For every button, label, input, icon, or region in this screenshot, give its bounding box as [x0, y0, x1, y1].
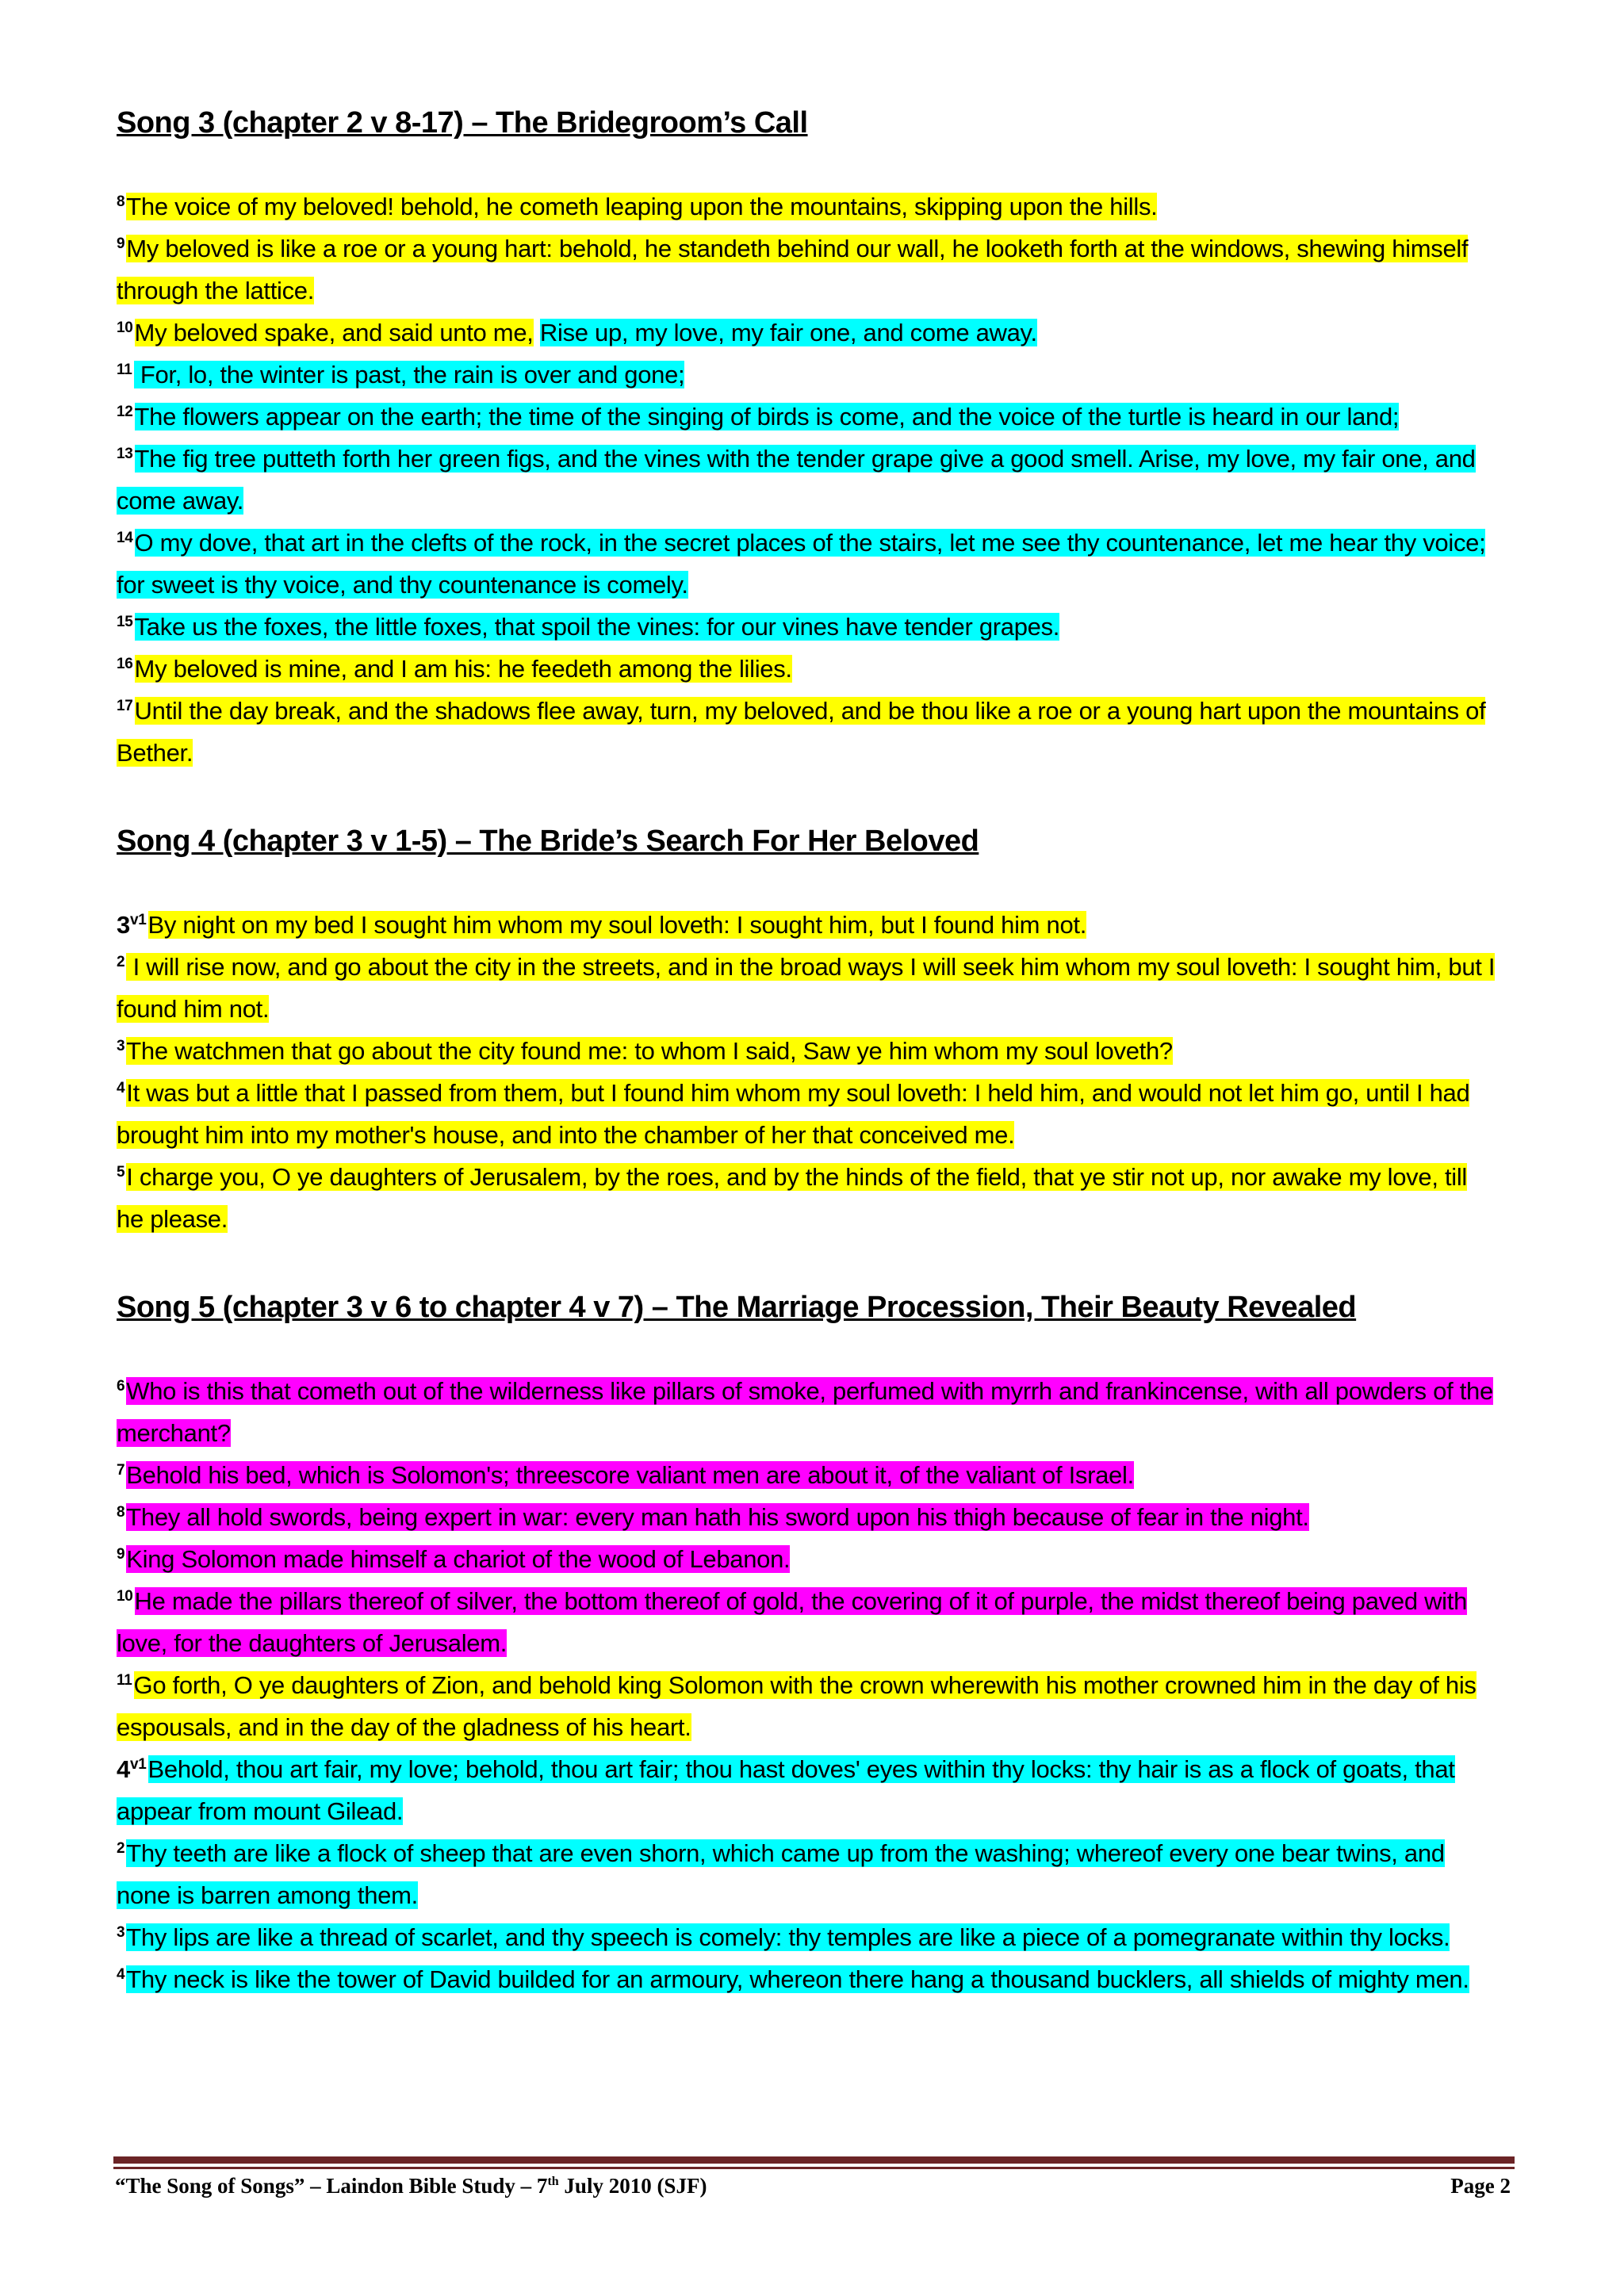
verse-number: 2 [117, 953, 125, 970]
highlighted-text-cyan: Thy teeth are like a flock of sheep that are even shorn, which came up from the washing; whereof every one bear twins, and none is barren among them. [117, 1839, 1445, 1909]
verse-number: 11 [117, 361, 132, 378]
verse [117, 606, 1500, 648]
highlighted-text-cyan: Take us the foxes, the little foxes, that spoil the vines: for our vines have tender grapes. [134, 613, 1060, 641]
verse [117, 1454, 1500, 1496]
section-title: Song 3 (chapter 2 v 8-17) – The Bridegroom’s Call [117, 106, 808, 140]
verse-text [534, 319, 540, 346]
verse-number: 11 [117, 1671, 132, 1689]
section-title: Song 5 (chapter 3 v 6 to chapter 4 v 7) – The Marriage Procession, Their Beauty Revealed [117, 1291, 1357, 1324]
verse [117, 1030, 1500, 1072]
verse-number: 7 [117, 1461, 125, 1479]
highlighted-text-yellow: My beloved is like a roe or a young hart: behold, he standeth behind our wall, he looketh forth at the windows, shewing himself through the lattice. [117, 235, 1469, 304]
highlighted-text-magenta: Who is this that cometh out of the wilderness like pillars of smoke, perfumed with myrrh and frankincense, with all powders of the merchant? [117, 1377, 1493, 1447]
verse-number: 14 [117, 529, 133, 546]
verse-number: 10 [117, 319, 133, 336]
highlighted-text-cyan: Rise up, my love, my fair one, and come away. [539, 319, 1037, 346]
verse [117, 690, 1500, 774]
verse [117, 354, 1500, 396]
highlighted-text-yellow: By night on my bed I sought him whom my soul loveth: I sought him, but I found him not. [147, 911, 1087, 939]
verse [117, 1958, 1500, 2000]
verse [117, 1580, 1500, 1664]
highlighted-text-magenta: Behold his bed, which is Solomon's; threescore valiant men are about it, of the valiant of Israel. [126, 1461, 1134, 1489]
verse-number: 3 [117, 1037, 125, 1054]
verse [117, 1832, 1500, 1916]
verse [117, 312, 1500, 354]
verse-number: 8 [117, 1503, 125, 1521]
verse-number: 12 [117, 403, 133, 420]
highlighted-text-cyan: Behold, thou art fair, my love; behold, thou art fair; thou hast doves' eyes within thy locks: thy hair is as a flock of goats, that appear from mount Gilead. [117, 1755, 1455, 1825]
verse-number: 4 [117, 1965, 125, 1983]
highlighted-text-cyan: O my dove, that art in the clefts of the rock, in the secret places of the stairs, let me see thy countenance, let me hear thy voice; for sweet is thy voice, and thy countenance is comely. [117, 529, 1486, 599]
highlighted-text-cyan: The fig tree putteth forth her green figs, and the vines with the tender grape give a good smell. Arise, my love, my fair one, and come away. [117, 445, 1476, 515]
highlighted-text-magenta: He made the pillars thereof of silver, the bottom thereof of gold, the covering of it of purple, the midst thereof being paved with love, for the daughters of Jerusalem. [117, 1587, 1468, 1657]
page-footer [115, 2174, 1511, 2198]
song-section [117, 101, 1500, 774]
highlighted-text-yellow: My beloved is mine, and I am his: he feedeth among the lilies. [134, 655, 792, 683]
verse [117, 946, 1500, 1030]
chapter-number: 4 [117, 1755, 130, 1783]
document-body [117, 101, 1500, 2046]
verse-number: 9 [117, 1545, 125, 1563]
highlighted-text-yellow: The voice of my beloved! behold, he cometh leaping upon the mountains, skipping upon the hills. [126, 193, 1158, 220]
verse [117, 1072, 1500, 1156]
song-section [117, 1286, 1500, 2000]
verse-number: v1 [129, 911, 147, 928]
verse-number: 9 [117, 235, 125, 252]
highlighted-text-cyan: Thy lips are like a thread of scarlet, and thy speech is comely: thy temples are like a piece of a pomegranate within thy locks. [126, 1923, 1450, 1951]
section-title: Song 4 (chapter 3 v 1-5) – The Bride’s Search For Her Beloved [117, 825, 979, 858]
footer-title-text: “The Song of Songs” – Laindon Bible Study – 7 [115, 2174, 548, 2198]
footer-rule-thin [113, 2167, 1515, 2169]
verse-number: 3 [117, 1923, 125, 1941]
highlighted-text-yellow: The watchmen that go about the city found me: to whom I said, Saw ye him whom my soul loveth? [126, 1037, 1173, 1065]
verse [117, 228, 1500, 312]
verse-number: 5 [117, 1163, 125, 1181]
highlighted-text-yellow: I will rise now, and go about the city in the streets, and in the broad ways I will seek him whom my soul loveth: I sought him, but I found him not. [117, 953, 1496, 1023]
footer-title-sup: th [547, 2175, 559, 2188]
verse-number: 8 [117, 193, 125, 210]
verse-number: 13 [117, 445, 133, 462]
verse [117, 1748, 1500, 1832]
song-section [117, 820, 1500, 1240]
highlighted-text-yellow: My beloved spake, and said unto me, [134, 319, 534, 346]
page-number: Page 2 [1450, 2174, 1511, 2198]
verse-number: 2 [117, 1839, 125, 1857]
verse [117, 186, 1500, 228]
highlighted-text-cyan: The flowers appear on the earth; the time of the singing of birds is come, and the voice of the turtle is heard in our land; [134, 403, 1400, 430]
footer-title-date: July 2010 (SJF) [558, 2174, 707, 2198]
verse [117, 396, 1500, 438]
highlighted-text-cyan: For, lo, the winter is past, the rain is over and gone; [133, 361, 685, 388]
verse [117, 1496, 1500, 1538]
verse-number: 17 [117, 697, 133, 714]
verse [117, 522, 1500, 606]
verse [117, 438, 1500, 522]
chapter-number: 3 [117, 911, 130, 939]
verse [117, 1538, 1500, 1580]
verse-number: 10 [117, 1587, 133, 1605]
verse-number: 15 [117, 613, 133, 630]
highlighted-text-magenta: King Solomon made himself a chariot of the wood of Lebanon. [126, 1545, 791, 1573]
verse-number: v1 [129, 1755, 147, 1773]
highlighted-text-magenta: They all hold swords, being expert in war: every man hath his sword upon his thigh because of fear in the night. [126, 1503, 1309, 1531]
verse-number: 6 [117, 1377, 125, 1395]
highlighted-text-cyan: Thy neck is like the tower of David builded for an armoury, whereon there hang a thousand bucklers, all shields of mighty men. [126, 1965, 1469, 1993]
verse [117, 1156, 1500, 1240]
verse [117, 1916, 1500, 1958]
highlighted-text-yellow: It was but a little that I passed from them, but I found him whom my soul loveth: I held him, and would not let him go, until I had brought him into my mother's house, and into the chamber of her that conceived me. [117, 1079, 1470, 1149]
verse [117, 648, 1500, 690]
verse-number: 4 [117, 1079, 125, 1096]
highlighted-text-yellow: Until the day break, and the shadows flee away, turn, my beloved, and be thou like a roe or a young hart upon the mountains of Bether. [117, 697, 1486, 767]
footer-rule-thick [113, 2156, 1515, 2164]
verse [117, 1664, 1500, 1748]
highlighted-text-yellow: I charge you, O ye daughters of Jerusalem, by the roes, and by the hinds of the field, that ye stir not up, nor awake my love, till he please. [117, 1163, 1468, 1233]
highlighted-text-yellow: Go forth, O ye daughters of Zion, and behold king Solomon with the crown wherewith his mother crowned him in the day of his espousals, and in the day of the gladness of his heart. [117, 1671, 1477, 1741]
verse [117, 904, 1500, 946]
footer-title [115, 2174, 707, 2198]
verse [117, 1370, 1500, 1454]
verse-number: 16 [117, 655, 133, 672]
